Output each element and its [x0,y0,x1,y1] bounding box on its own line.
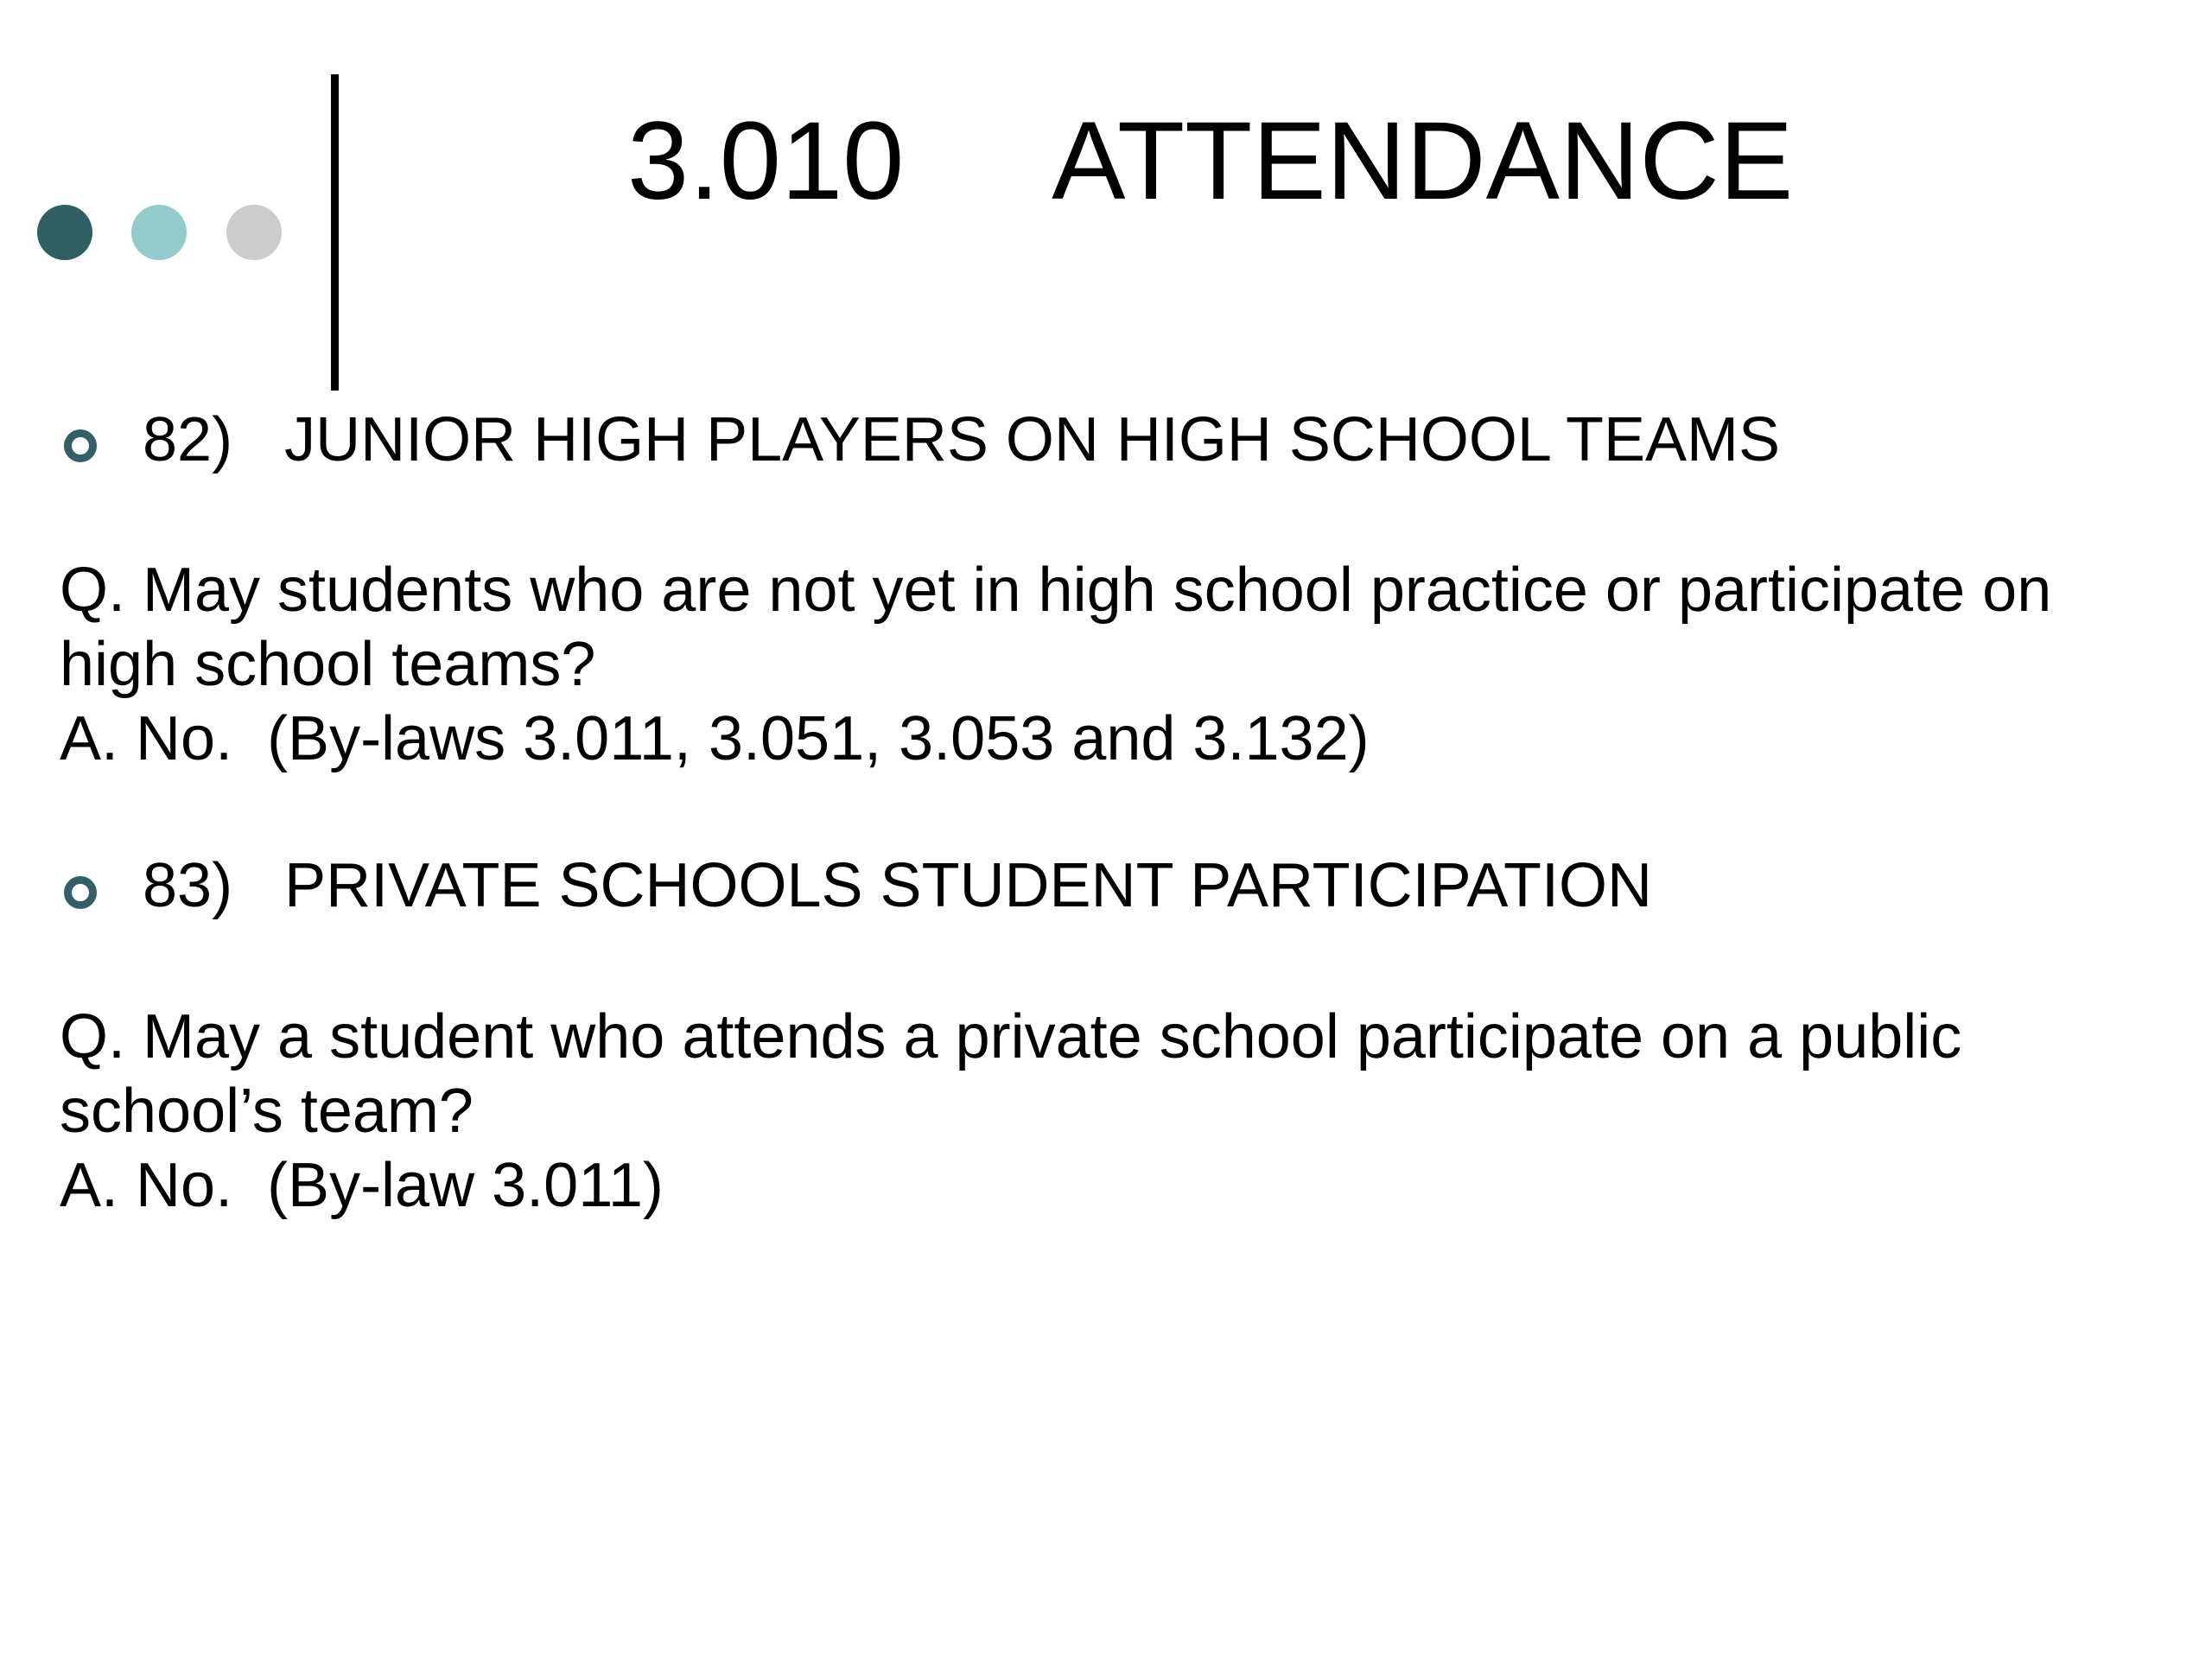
item-heading: 82) JUNIOR HIGH PLAYERS ON HIGH SCHOOL TEAMS [143,405,1781,474]
item-heading: 83) PRIVATE SCHOOLS STUDENT PARTICIPATION [143,851,1652,920]
decor-dot-dark [37,205,92,260]
qa-block [60,1000,2168,1223]
title-divider [331,74,339,391]
question-text: Q. May a student who attends a private school participate on a public school’s team? [60,1002,1980,1146]
bullet-icon [64,429,97,462]
bullet-icon [64,876,97,909]
slide-title: 3.010 ATTENDANCE [627,99,1794,223]
qa-block [60,553,2168,776]
decor-dot-gray [226,205,282,260]
answer-text: A. No. (By-law 3.011) [60,1151,664,1220]
decor-dot-light [131,205,187,260]
question-text: Q. May students who are not yet in high school practice or participate on high school teams? [60,556,2069,699]
answer-text: A. No. (By-laws 3.011, 3.051, 3.053 and 3.132) [60,704,1370,773]
